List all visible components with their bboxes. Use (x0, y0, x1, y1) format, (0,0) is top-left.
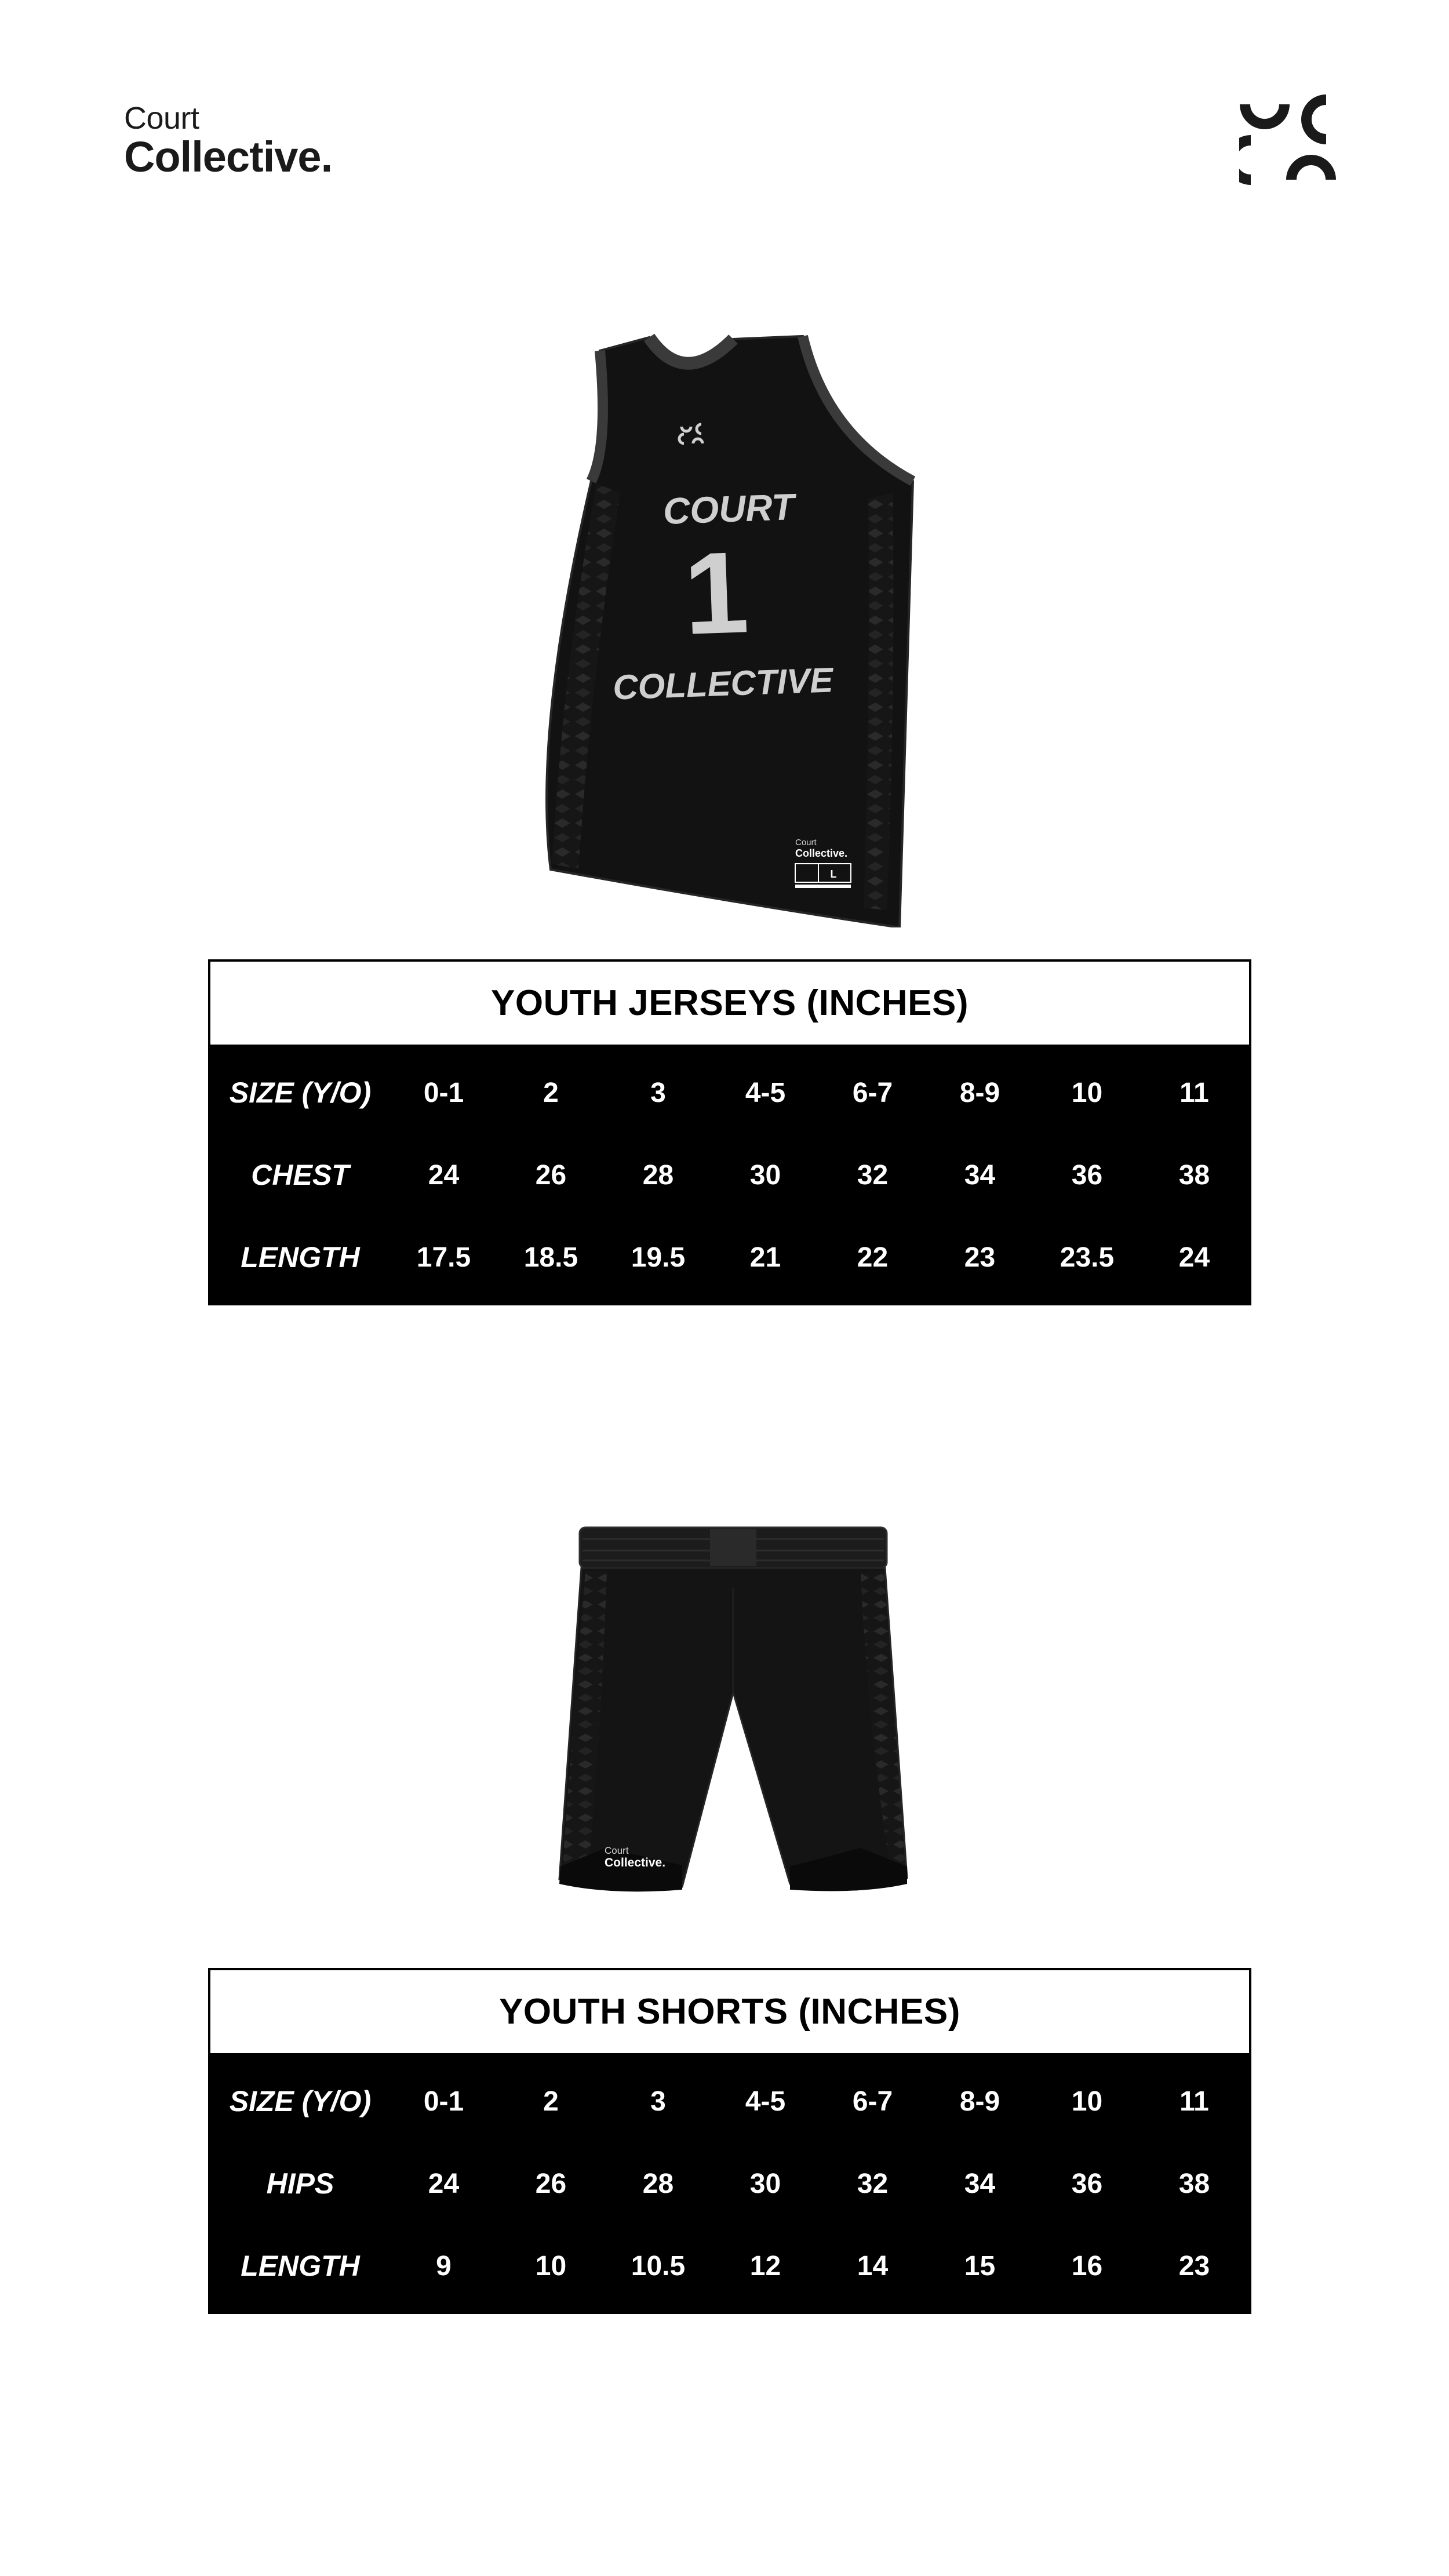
brand-line-1: Court (124, 101, 199, 136)
shorts-tag-line1: Court (605, 1845, 629, 1856)
table-row (210, 2061, 1249, 2142)
table-cell: 18.5 (523, 1242, 578, 1273)
table-cell: 15 (964, 2250, 996, 2282)
youth-jerseys-title: YOUTH JERSEYS (INCHES) (490, 983, 969, 1023)
brand-wordmark (124, 102, 332, 180)
table-cell: 30 (749, 2168, 781, 2199)
table-cell: 26 (535, 1159, 567, 1191)
table-cell: 38 (1178, 1159, 1210, 1191)
table-cell: 32 (857, 2168, 889, 2199)
table-cell: 2 (543, 1077, 559, 1108)
table-cell: 8-9 (959, 1077, 1000, 1108)
table-cell: 21 (749, 1242, 781, 1273)
table-cell: 38 (1178, 2168, 1210, 2199)
table-cell: 36 (1071, 2168, 1103, 2199)
table-body (210, 2055, 1249, 2312)
table-row (210, 1217, 1249, 1298)
table-cell: 9 (436, 2250, 452, 2282)
table-cell: 30 (749, 1159, 781, 1191)
table-row (210, 1134, 1249, 1216)
table-cell: 11 (1179, 2086, 1209, 2117)
jersey-front-bottom: COLLECTIVE (612, 660, 834, 707)
jersey-tag-line1: Court (795, 838, 817, 847)
table-row (210, 1052, 1249, 1133)
table-cell: 14 (857, 2250, 889, 2282)
table-cell: 28 (642, 2168, 674, 2199)
table-cell: 4-5 (745, 2086, 786, 2117)
table-cell: 11 (1179, 1077, 1209, 1108)
table-title-bar (210, 962, 1249, 1047)
table-cell: 34 (964, 2168, 996, 2199)
table-row (210, 2225, 1249, 2306)
row-label: SIZE (Y/O) (229, 1076, 372, 1109)
row-label: SIZE (Y/O) (229, 2085, 372, 2117)
jersey-number: 1 (682, 527, 751, 659)
brand-logo-icon (1239, 93, 1338, 191)
table-cell: 23 (964, 1242, 996, 1273)
shorts-tag-line2: Collective. (605, 1856, 666, 1869)
table-cell: 6-7 (852, 2086, 893, 2117)
table-cell: 4-5 (745, 1077, 786, 1108)
table-cell: 36 (1071, 1159, 1103, 1191)
table-body (210, 1047, 1249, 1303)
jersey-image (510, 325, 916, 927)
row-label: CHEST (251, 1159, 349, 1191)
table-cell: 23 (1178, 2250, 1210, 2282)
table-cell: 12 (749, 2250, 781, 2282)
table-cell: 22 (857, 1242, 889, 1273)
jersey-tag-line2: Collective. (795, 847, 848, 859)
row-label: LENGTH (241, 2250, 360, 2282)
table-cell: 8-9 (959, 2086, 1000, 2117)
shorts-image (536, 1519, 930, 1910)
youth-jerseys-size-table (208, 959, 1251, 1305)
table-cell: 10 (535, 2250, 567, 2282)
table-cell: 24 (428, 2168, 460, 2199)
table-cell: 0-1 (423, 2086, 464, 2117)
table-cell: 19.5 (631, 1242, 686, 1273)
table-cell: 17.5 (416, 1242, 471, 1273)
table-cell: 34 (964, 1159, 996, 1191)
table-cell: 0-1 (423, 1077, 464, 1108)
table-cell: 16 (1071, 2250, 1103, 2282)
jersey-tag-size: L (830, 868, 837, 880)
table-row (210, 2143, 1249, 2224)
table-cell: 24 (1178, 1242, 1210, 1273)
row-label: LENGTH (241, 1241, 360, 1274)
jersey-front-top: COURT (662, 486, 795, 532)
table-cell: 6-7 (852, 1077, 893, 1108)
table-cell: 32 (857, 1159, 889, 1191)
table-cell: 3 (650, 2086, 666, 2117)
table-cell: 2 (543, 2086, 559, 2117)
table-cell: 10.5 (631, 2250, 686, 2282)
table-cell: 3 (650, 1077, 666, 1108)
table-cell: 28 (642, 1159, 674, 1191)
brand-line-2: Collective. (124, 133, 333, 181)
table-cell: 23.5 (1060, 1242, 1115, 1273)
table-cell: 26 (535, 2168, 567, 2199)
youth-shorts-size-table (208, 1968, 1251, 2314)
table-title-bar (210, 1970, 1249, 2055)
row-label: HIPS (266, 2167, 334, 2200)
table-cell: 24 (428, 1159, 460, 1191)
table-cell: 10 (1071, 1077, 1103, 1108)
youth-shorts-title: YOUTH SHORTS (INCHES) (499, 1992, 960, 2032)
table-cell: 10 (1071, 2086, 1103, 2117)
